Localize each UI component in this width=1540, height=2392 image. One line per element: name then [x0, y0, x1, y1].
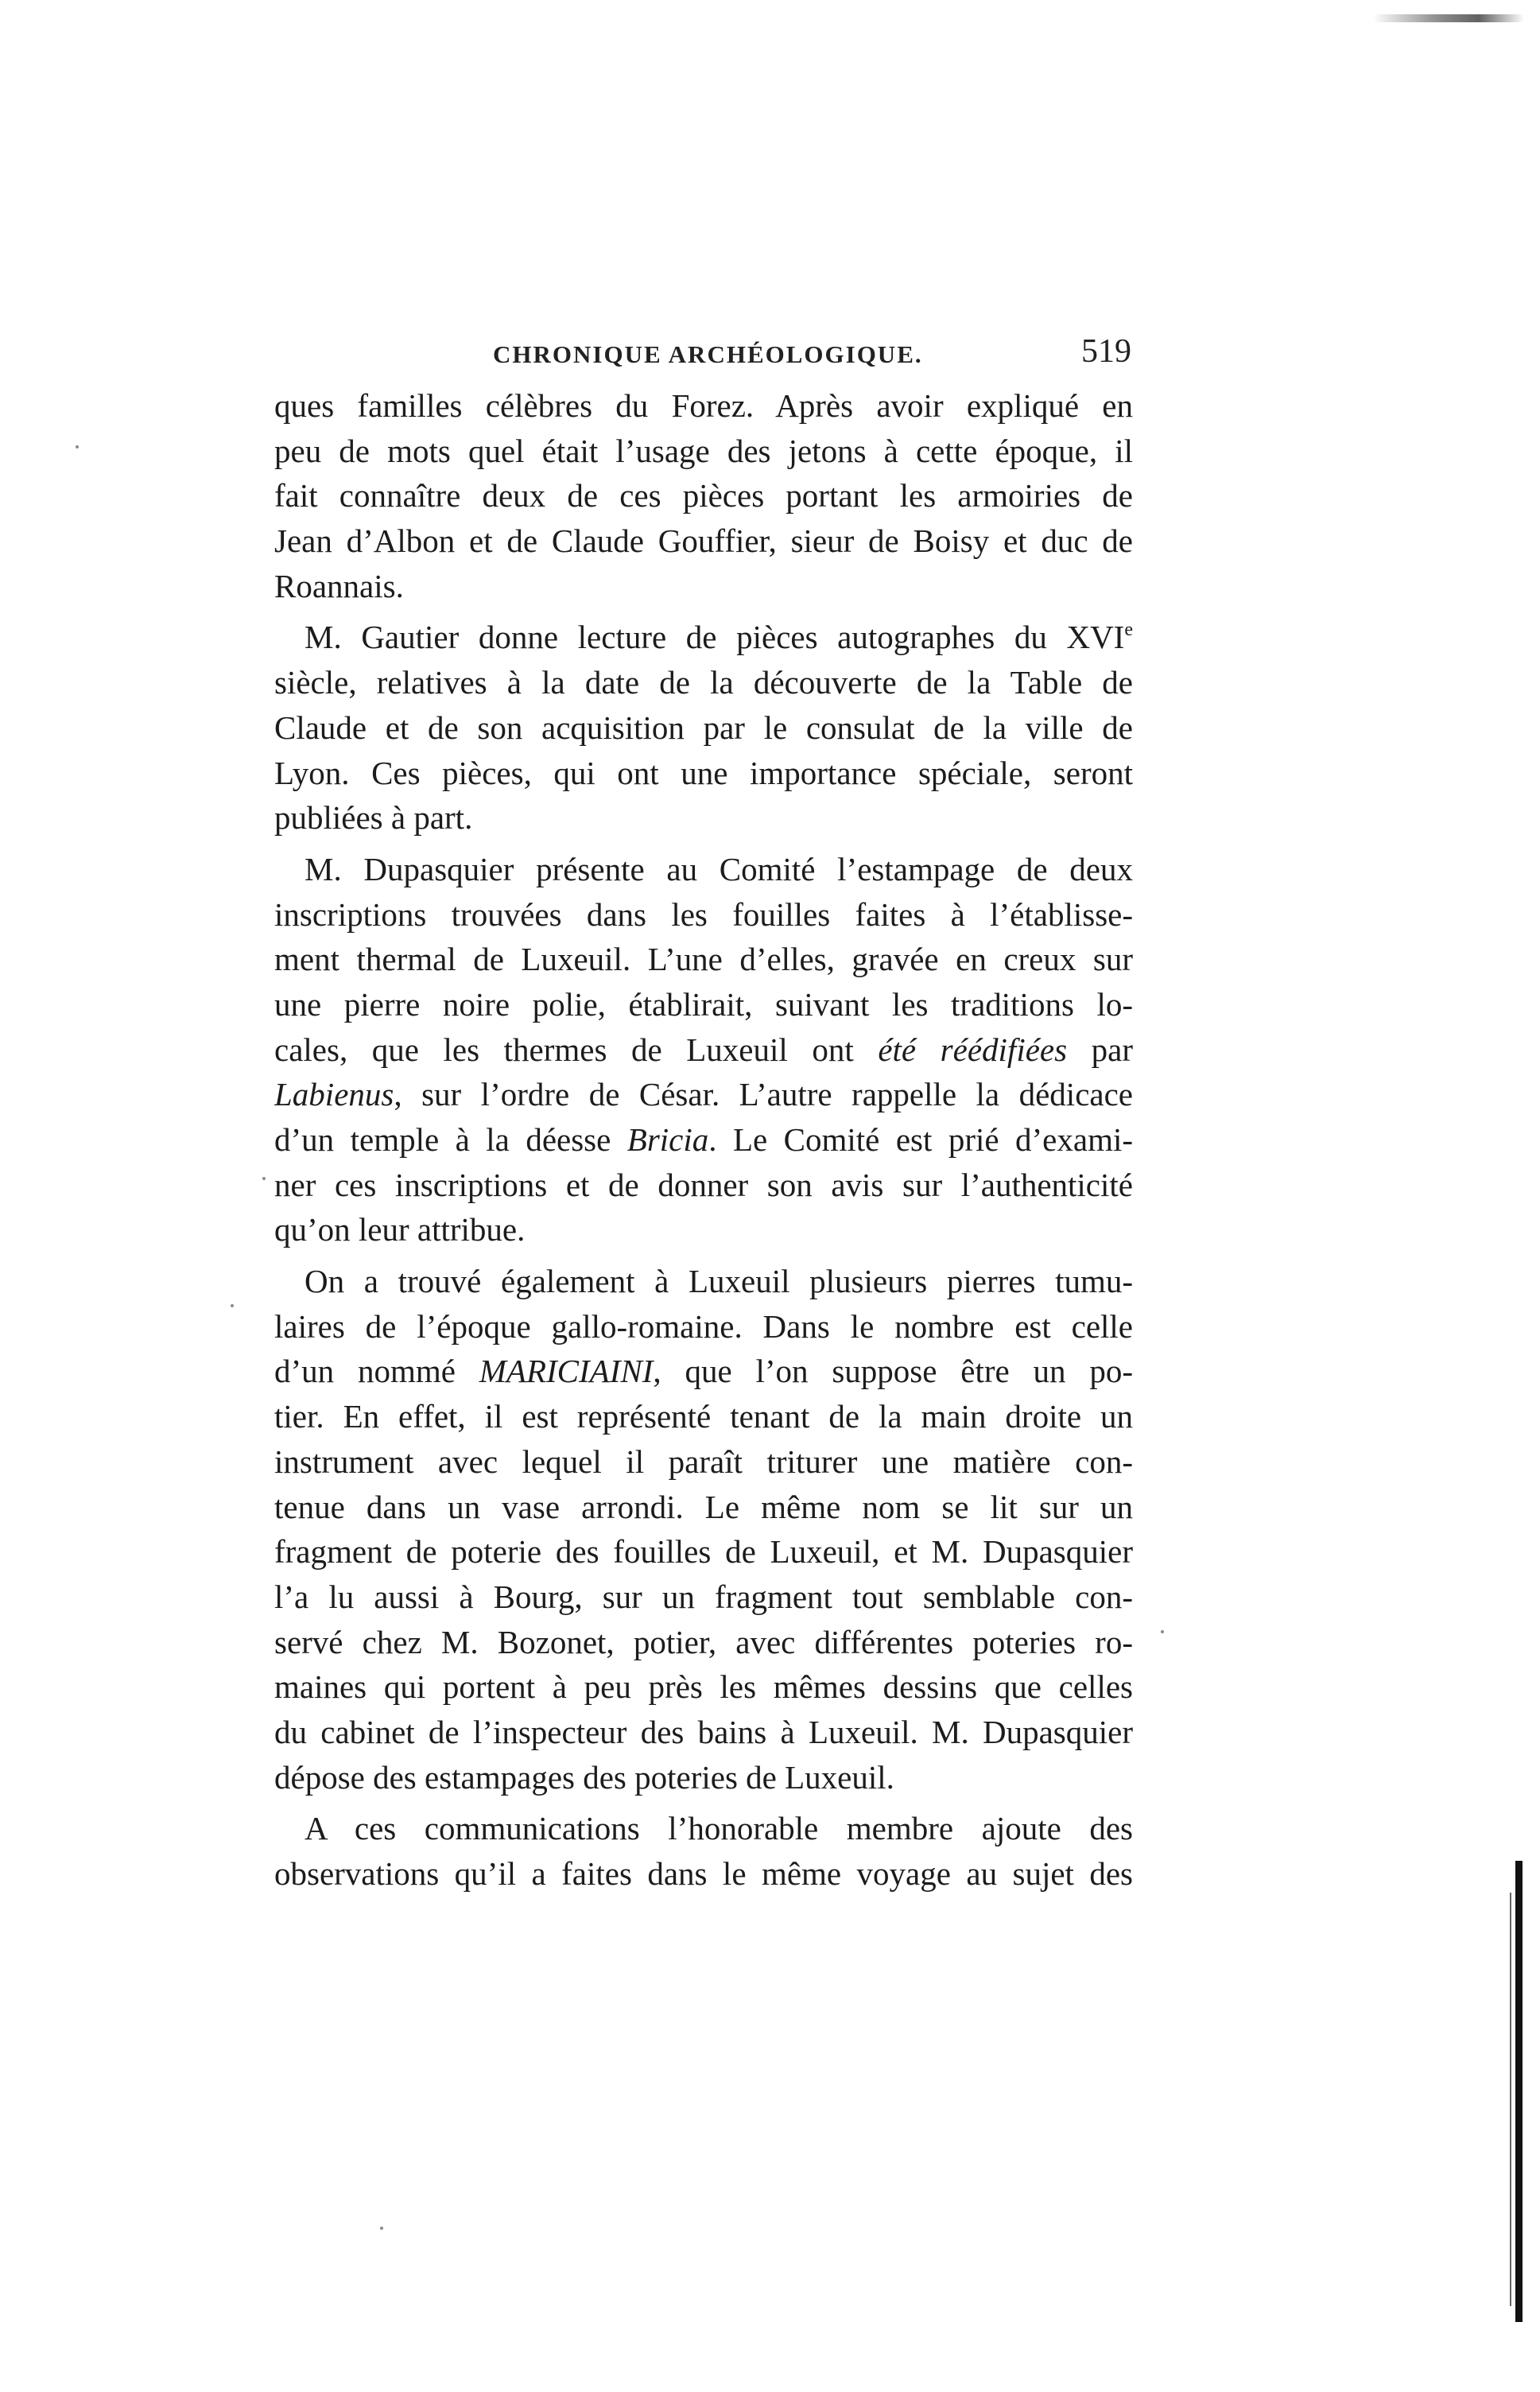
- text-fragment: . Le Comité est prié d’exami-: [708, 1121, 1133, 1158]
- text-line: instrument avec lequel il paraît triturer une matière con-: [274, 1443, 1133, 1480]
- running-title: CHRONIQUE ARCHÉOLOGIQUE.: [493, 340, 923, 368]
- paragraph: [274, 1806, 1133, 1896]
- text-line: [274, 1117, 1133, 1163]
- text-fragment: M. Gautier donne lecture de pièces autographes du XVI: [305, 619, 1125, 656]
- text-line: fait connaître deux de ces pièces portant les armoiries de: [274, 477, 1133, 515]
- text-line: qu’on leur attribue.: [274, 1211, 526, 1248]
- body-text: [274, 383, 1133, 1897]
- text-line: observations qu’il a faites dans le même voyage au sujet des: [274, 1855, 1133, 1892]
- scan-edge-line: [1510, 1893, 1511, 2306]
- superscript: e: [1124, 619, 1133, 641]
- text-line: peu de mots quel était l’usage des jetons à cette époque, il: [274, 432, 1133, 469]
- text-line: tenue dans un vase arrondi. Le même nom se lit sur un: [274, 1488, 1133, 1525]
- text-line: [274, 1027, 1133, 1073]
- text-line: une pierre noire polie, établirait, suivant les traditions lo-: [274, 985, 1133, 1023]
- text-fragment: d’un temple à la déesse: [274, 1121, 627, 1158]
- scan-edge-shadow: [1515, 1861, 1523, 2322]
- scan-speck: [262, 1177, 266, 1180]
- text-line: On a trouvé également à Luxeuil plusieurs pierres tumu-: [305, 1263, 1133, 1300]
- text-fragment: par: [1067, 1031, 1133, 1068]
- text-line: [274, 615, 1133, 660]
- italic-text: été réédifiées: [878, 1031, 1068, 1068]
- scan-speck: [380, 2227, 383, 2230]
- text-fragment: , que l’on suppose être un po-: [653, 1353, 1133, 1390]
- text-line: Claude et de son acquisition par le consulat de la ville de: [274, 709, 1133, 746]
- text-line: inscriptions trouvées dans les fouilles faites à l’établisse-: [274, 895, 1133, 933]
- text-line: du cabinet de l’inspecteur des bains à Luxeuil. M. Dupasquier: [274, 1713, 1133, 1750]
- scan-speck: [231, 1304, 234, 1307]
- text-line: fragment de poterie des fouilles de Luxeuil, et M. Dupasquier: [274, 1533, 1133, 1571]
- text-line: dépose des estampages des poteries de Luxeuil.: [274, 1758, 894, 1796]
- text-line: ner ces inscriptions et de donner son avis sur l’authenticité: [274, 1166, 1133, 1203]
- text-line: Lyon. Ces pièces, qui ont une importance spéciale, seront: [274, 754, 1133, 791]
- scan-speck: [1161, 1630, 1164, 1633]
- text-line: ment thermal de Luxeuil. L’une d’elles, gravée en creux sur: [274, 941, 1133, 978]
- text-line: Roannais.: [274, 567, 404, 604]
- scan-speck: [76, 445, 79, 448]
- italic-text: MARICIAINI: [479, 1353, 654, 1390]
- text-line: maines qui portent à peu près les mêmes dessins que celles: [274, 1668, 1133, 1706]
- paragraph: [274, 1259, 1133, 1800]
- italic-text: Labienus: [274, 1076, 394, 1113]
- text-line: servé chez M. Bozonet, potier, avec différentes poteries ro-: [274, 1623, 1133, 1660]
- text-fragment: d’un nommé: [274, 1353, 479, 1390]
- page-number: 519: [1081, 333, 1131, 370]
- text-line: M. Dupasquier présente au Comité l’estampage de deux: [305, 850, 1133, 887]
- text-line: laires de l’époque gallo-romaine. Dans le nombre est celle: [274, 1307, 1133, 1345]
- text-line: siècle, relatives à la date de la découverte de la Table de: [274, 664, 1133, 701]
- text-line: Jean d’Albon et de Claude Gouffier, sieur de Boisy et duc de: [274, 522, 1133, 560]
- text-fragment: cales, que les thermes de Luxeuil ont: [274, 1031, 879, 1068]
- scan-smudge: [1373, 14, 1524, 22]
- text-fragment: , sur l’ordre de César. L’autre rappelle la dédicace: [394, 1076, 1133, 1113]
- text-line: ques familles célèbres du Forez. Après avoir expliqué en: [274, 387, 1133, 424]
- text-line: l’a lu aussi à Bourg, sur un fragment tout semblable con-: [274, 1578, 1133, 1615]
- paragraph: [274, 615, 1133, 840]
- page-header: [274, 333, 1133, 385]
- text-line: tier. En effet, il est représenté tenant de la main droite un: [274, 1398, 1133, 1435]
- paragraph: [274, 847, 1133, 1252]
- paragraph: [274, 383, 1133, 608]
- text-line: publiées à part.: [274, 799, 473, 837]
- text-line: [274, 1072, 1133, 1117]
- text-line: [274, 1349, 1133, 1394]
- text-line: A ces communications l’honorable membre ajoute des: [305, 1810, 1133, 1847]
- italic-text: Bricia: [626, 1121, 709, 1158]
